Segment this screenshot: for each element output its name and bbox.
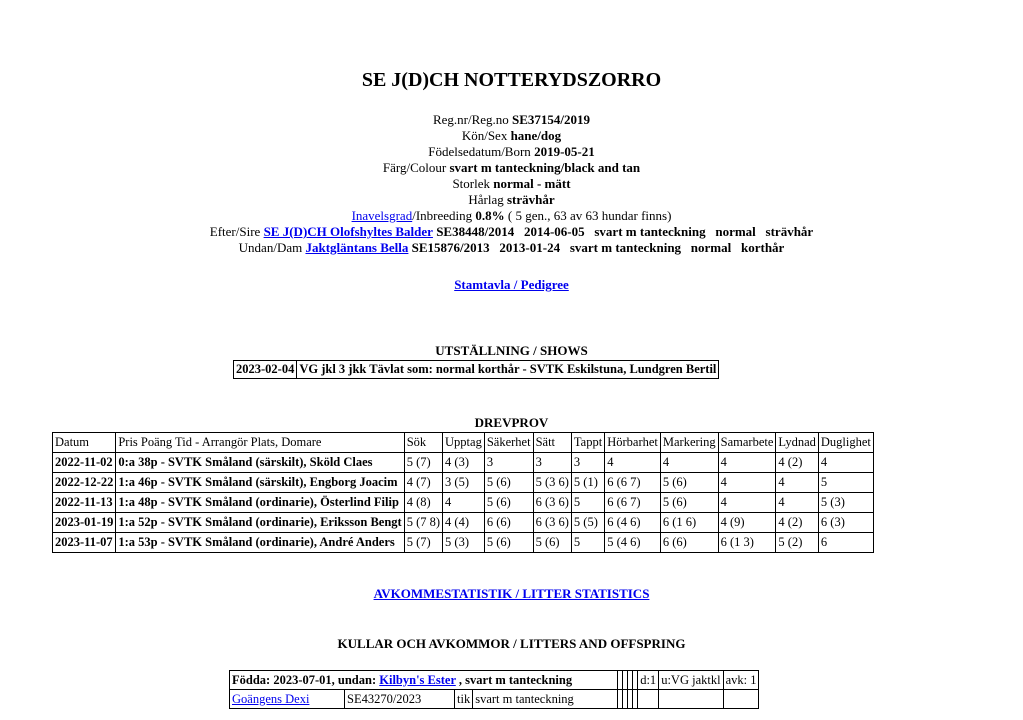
cell: 5 (3) bbox=[443, 533, 485, 553]
cell: 4 bbox=[776, 493, 819, 513]
colour-value: svart m tanteckning/black and tan bbox=[449, 160, 641, 175]
cell: 6 bbox=[818, 533, 873, 553]
cell-result: 1:a 52p - SVTK Småland (ordinarie), Eriksson Bengt bbox=[116, 513, 404, 533]
col-header: Tappt bbox=[571, 433, 604, 453]
table-row bbox=[53, 473, 874, 493]
cell: 4 bbox=[718, 473, 776, 493]
sire-link[interactable]: SE J(D)CH Olofshyltes Balder bbox=[263, 224, 433, 239]
page-title: SE J(D)CH NOTTERYDSZORRO bbox=[361, 69, 662, 91]
sire-label: Efter/Sire bbox=[209, 224, 261, 239]
show-date: 2023-02-04 bbox=[234, 361, 297, 379]
litter-u: u:VG jaktkl bbox=[659, 671, 723, 690]
sex-line bbox=[0, 128, 1023, 144]
coat-label: Hårlag bbox=[468, 192, 504, 207]
cell: 5 (3 6) bbox=[533, 473, 571, 493]
inbreeding-link[interactable]: Inavelsgrad bbox=[351, 208, 413, 223]
cell: 6 (4 6) bbox=[605, 513, 661, 533]
cell: 3 (5) bbox=[443, 473, 485, 493]
litter-avk: avk: 1 bbox=[723, 671, 759, 690]
cell: 5 bbox=[571, 533, 604, 553]
col-header: Sätt bbox=[533, 433, 571, 453]
offspring-reg: SE43270/2023 bbox=[345, 690, 455, 709]
colour-line bbox=[0, 160, 1023, 176]
cell: 4 (7) bbox=[404, 473, 442, 493]
cell: 5 (3) bbox=[818, 493, 873, 513]
sire-details: SE38448/2014 2014-06-05 svart m tanteckning normal strävhår bbox=[436, 224, 814, 239]
litter-d: d:1 bbox=[638, 671, 659, 690]
table-row bbox=[53, 493, 874, 513]
offspring-colour: svart m tanteckning bbox=[473, 690, 618, 709]
inbreeding-label: /Inbreeding bbox=[412, 208, 473, 223]
drevprov-title: DREVPROV bbox=[474, 415, 549, 430]
shows-table bbox=[233, 360, 719, 379]
inbreeding-line bbox=[0, 208, 1023, 224]
cell: 4 bbox=[776, 473, 819, 493]
empty-cell bbox=[723, 690, 759, 709]
cell-date: 2022-12-22 bbox=[53, 473, 116, 493]
litter-dam-link[interactable]: Kilbyn's Ester bbox=[379, 672, 456, 687]
dog-info bbox=[0, 112, 1023, 256]
cell: 4 bbox=[605, 453, 661, 473]
cell: 5 (6) bbox=[484, 473, 533, 493]
cell-result: 1:a 53p - SVTK Småland (ordinarie), André Anders bbox=[116, 533, 404, 553]
col-header: Pris Poäng Tid - Arrangör Plats, Domare bbox=[116, 433, 404, 453]
size-line bbox=[0, 176, 1023, 192]
cell: 6 (6) bbox=[660, 533, 718, 553]
cell: 3 bbox=[484, 453, 533, 473]
col-header: Lydnad bbox=[776, 433, 819, 453]
empty-cell bbox=[659, 690, 723, 709]
cell: 5 (7) bbox=[404, 533, 442, 553]
cell: 4 bbox=[660, 453, 718, 473]
offspring-name-cell bbox=[230, 690, 345, 709]
col-header: Samarbete bbox=[718, 433, 776, 453]
cell-result: 1:a 48p - SVTK Småland (ordinarie), Österlind Filip bbox=[116, 493, 404, 513]
cell: 4 bbox=[718, 453, 776, 473]
shows-title: UTSTÄLLNING / SHOWS bbox=[435, 343, 588, 358]
cell: 5 (7) bbox=[404, 453, 442, 473]
table-row bbox=[234, 361, 719, 379]
cell: 4 (8) bbox=[404, 493, 442, 513]
cell-date: 2023-01-19 bbox=[53, 513, 116, 533]
reg-value: SE37154/2019 bbox=[512, 112, 591, 127]
cell: 3 bbox=[533, 453, 571, 473]
table-row bbox=[53, 453, 874, 473]
cell: 6 (6 7) bbox=[605, 473, 661, 493]
size-value: normal - mätt bbox=[493, 176, 571, 191]
cell: 3 bbox=[571, 453, 604, 473]
table-row bbox=[53, 513, 874, 533]
drevprov-table bbox=[52, 432, 874, 553]
cell: 5 (5) bbox=[571, 513, 604, 533]
cell: 5 (7 8) bbox=[404, 513, 442, 533]
dam-details: SE15876/2013 2013-01-24 svart m tanteckning normal korthår bbox=[411, 240, 785, 255]
reg-label: Reg.nr/Reg.no bbox=[432, 112, 509, 127]
sex-value: hane/dog bbox=[510, 128, 562, 143]
col-header: Säkerhet bbox=[484, 433, 533, 453]
coat-value: strävhår bbox=[506, 192, 555, 207]
litter-stats-row bbox=[0, 586, 1023, 602]
size-label: Storlek bbox=[452, 176, 491, 191]
cell: 5 bbox=[571, 493, 604, 513]
cell: 5 (6) bbox=[660, 493, 718, 513]
dam-link[interactable]: Jaktgläntans Bella bbox=[305, 240, 409, 255]
cell-date: 2022-11-13 bbox=[53, 493, 116, 513]
cell: 5 (2) bbox=[776, 533, 819, 553]
cell: 5 (1) bbox=[571, 473, 604, 493]
cell: 4 (2) bbox=[776, 513, 819, 533]
cell: 4 (4) bbox=[443, 513, 485, 533]
litters-title: KULLAR OCH AVKOMMOR / LITTERS AND OFFSPRING bbox=[337, 636, 686, 651]
table-row bbox=[53, 533, 874, 553]
pedigree-row bbox=[0, 277, 1023, 293]
inbreeding-value: 0.8% bbox=[475, 208, 505, 223]
table-row bbox=[230, 690, 759, 709]
inbreeding-note: ( 5 gen., 63 av 63 hundar finns) bbox=[507, 208, 672, 223]
cell: 6 (1 6) bbox=[660, 513, 718, 533]
col-header: Markering bbox=[660, 433, 718, 453]
cell: 6 (3 6) bbox=[533, 493, 571, 513]
born-line bbox=[0, 144, 1023, 160]
cell: 4 (3) bbox=[443, 453, 485, 473]
litter-born-label: Födda: 2023-07-01, undan: bbox=[232, 672, 380, 687]
cell: 5 (4 6) bbox=[605, 533, 661, 553]
sire-line bbox=[0, 224, 1023, 240]
cell: 6 (6) bbox=[484, 513, 533, 533]
dam-line bbox=[0, 240, 1023, 256]
coat-line bbox=[0, 192, 1023, 208]
cell: 4 bbox=[718, 493, 776, 513]
cell: 5 (6) bbox=[484, 493, 533, 513]
cell: 5 (6) bbox=[660, 473, 718, 493]
reg-line bbox=[0, 112, 1023, 128]
cell-date: 2023-11-07 bbox=[53, 533, 116, 553]
col-header: Sök bbox=[404, 433, 442, 453]
pedigree-link[interactable]: Stamtavla / Pedigree bbox=[454, 277, 569, 292]
cell: 4 bbox=[818, 453, 873, 473]
cell-result: 0:a 38p - SVTK Småland (särskilt), Sköld Claes bbox=[116, 453, 404, 473]
sex-label: Kön/Sex bbox=[461, 128, 508, 143]
offspring-sex: tik bbox=[455, 690, 473, 709]
cell: 6 (3 6) bbox=[533, 513, 571, 533]
cell: 5 (6) bbox=[484, 533, 533, 553]
born-value: 2019-05-21 bbox=[534, 144, 595, 159]
litter-colour: , svart m tanteckning bbox=[455, 672, 573, 687]
litters-table bbox=[229, 670, 759, 709]
empty-cell bbox=[638, 690, 659, 709]
col-header: Upptag bbox=[443, 433, 485, 453]
col-header: Duglighet bbox=[818, 433, 873, 453]
cell: 5 bbox=[818, 473, 873, 493]
show-result: VG jkl 3 jkk Tävlat som: normal korthår - SVTK Eskilstuna, Lundgren Bertil bbox=[297, 361, 719, 379]
col-header: Hörbarhet bbox=[605, 433, 661, 453]
cell-result: 1:a 46p - SVTK Småland (särskilt), Engborg Joacim bbox=[116, 473, 404, 493]
cell: 4 (9) bbox=[718, 513, 776, 533]
litter-header bbox=[230, 671, 618, 690]
cell-date: 2022-11-02 bbox=[53, 453, 116, 473]
offspring-link[interactable]: Goängens Dexi bbox=[232, 691, 310, 706]
cell: 4 bbox=[443, 493, 485, 513]
litter-stats-link[interactable]: AVKOMMESTATISTIK / LITTER STATISTICS bbox=[373, 586, 650, 601]
born-label: Födelsedatum/Born bbox=[428, 144, 531, 159]
cell: 6 (3) bbox=[818, 513, 873, 533]
colour-label: Färg/Colour bbox=[382, 160, 447, 175]
cell: 6 (1 3) bbox=[718, 533, 776, 553]
header-row bbox=[53, 433, 874, 453]
dam-label: Undan/Dam bbox=[238, 240, 303, 255]
litter-header-row bbox=[230, 671, 759, 690]
cell: 5 (6) bbox=[533, 533, 571, 553]
cell: 4 (2) bbox=[776, 453, 819, 473]
cell: 6 (6 7) bbox=[605, 493, 661, 513]
col-header: Datum bbox=[53, 433, 116, 453]
